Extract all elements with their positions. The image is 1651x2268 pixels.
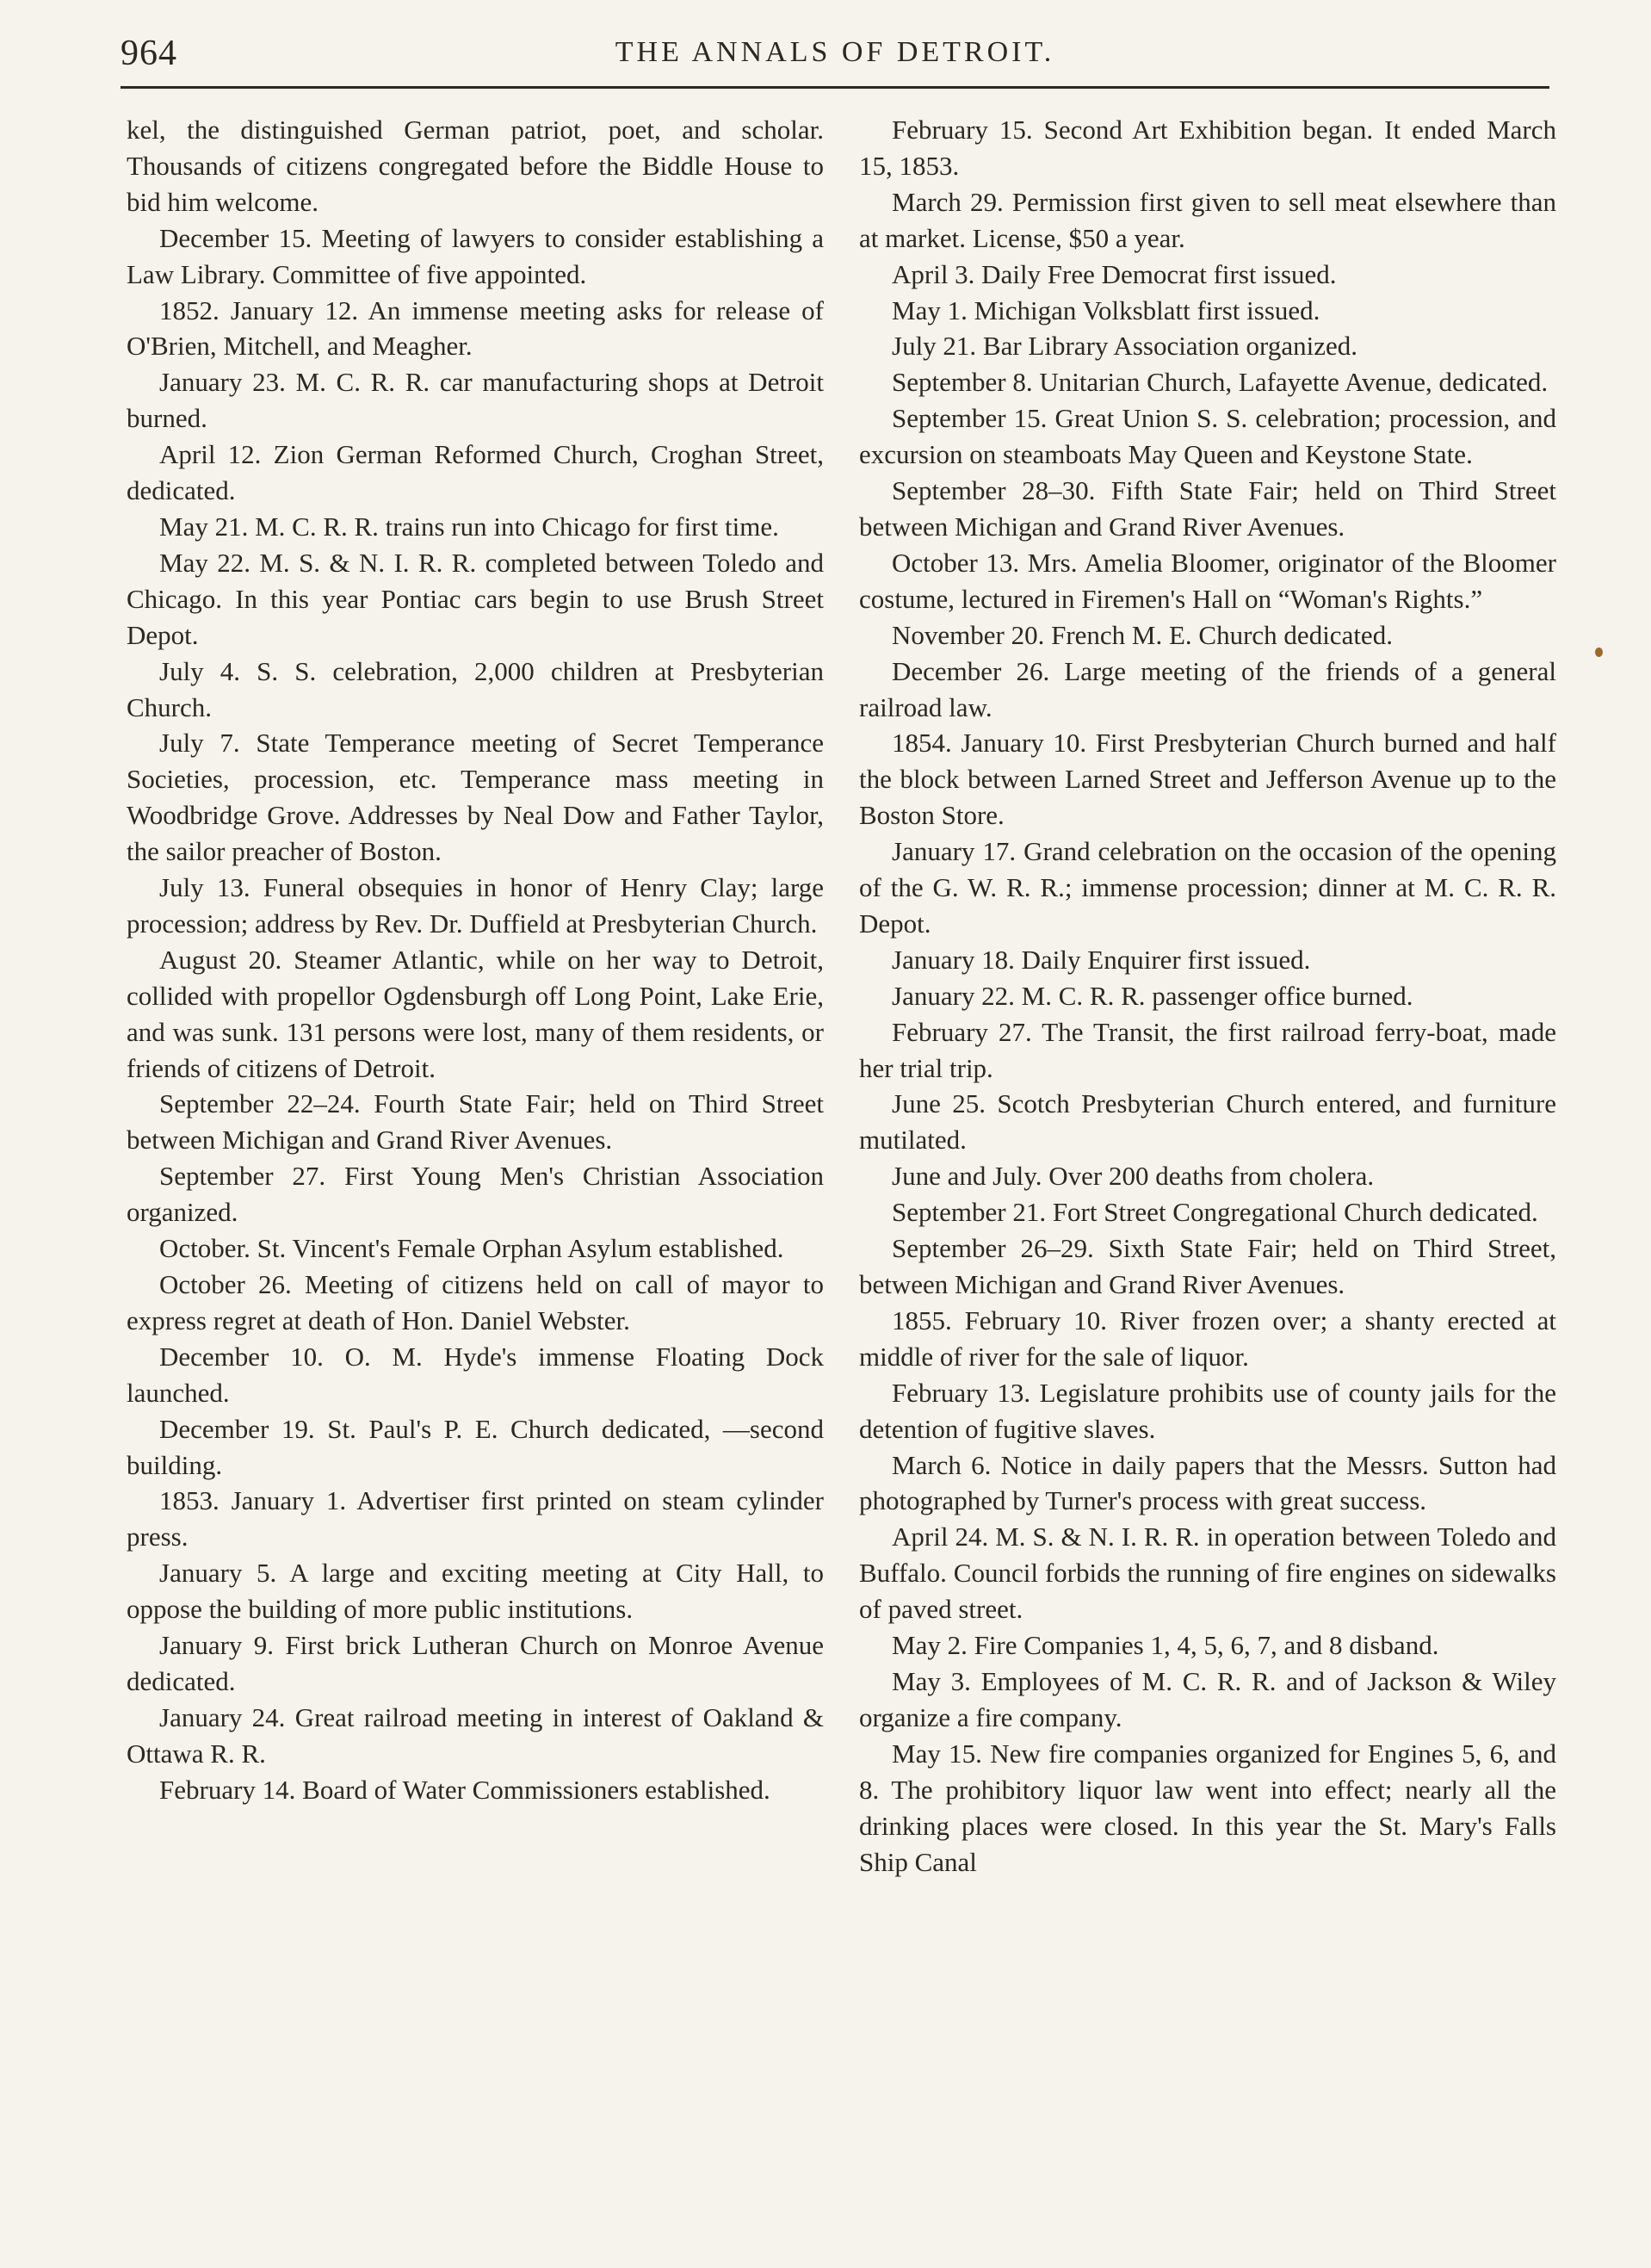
entry-paragraph: September 26–29. Sixth State Fair; held on Third Street, between Michigan and Grand River Avenues.	[859, 1233, 1556, 1299]
entry-paragraph: December 19. St. Paul's P. E. Church dedicated, —second building.	[127, 1413, 824, 1480]
entry-paragraph: January 17. Grand celebration on the occasion of the opening of the G. W. R. R.; immense procession; dinner at M. C. R. R. Depot.	[859, 836, 1556, 939]
entry-paragraph: June and July. Over 200 deaths from cholera.	[892, 1161, 1375, 1192]
entry-paragraph: 1853. January 1. Advertiser first printed on steam cylinder press.	[127, 1485, 824, 1552]
entry-paragraph: March 6. Notice in daily papers that the Messrs. Sutton had photographed by Turner's process with great success.	[859, 1449, 1556, 1516]
entry-paragraph: October 13. Mrs. Amelia Bloomer, originator of the Bloomer costume, lectured in Firemen's Hall on “Woman's Rights.”	[859, 547, 1556, 614]
ink-spot	[1595, 648, 1603, 657]
entry-paragraph: February 14. Board of Water Commissioners established.	[159, 1774, 770, 1805]
entry-paragraph: October 26. Meeting of citizens held on call of mayor to express regret at death of Hon. Daniel Webster.	[127, 1269, 824, 1335]
entry-paragraph: November 20. French M. E. Church dedicated.	[892, 619, 1393, 650]
entry-paragraph: December 15. Meeting of lawyers to consider establishing a Law Library. Committee of five appointed.	[127, 222, 824, 289]
entry-paragraph: January 18. Daily Enquirer first issued.	[892, 944, 1311, 975]
entry-paragraph: 1854. January 10. First Presbyterian Church burned and half the block between Larned Street and Jefferson Avenue up to the Boston Store.	[859, 728, 1556, 831]
entry-paragraph: September 27. First Young Men's Christian Association organized.	[127, 1161, 824, 1228]
entry-paragraph: May 3. Employees of M. C. R. R. and of Jackson & Wiley organize a fire company.	[859, 1665, 1556, 1732]
entry-paragraph: May 2. Fire Companies 1, 4, 5, 6, 7, and 8 disband.	[892, 1630, 1439, 1661]
entry-paragraph: September 22–24. Fourth State Fair; held on Third Street between Michigan and Grand River Avenues.	[127, 1088, 824, 1156]
entry-paragraph: March 29. Permission first given to sell meat elsewhere than at market. License, $50 a year.	[859, 186, 1556, 253]
entry-paragraph: December 26. Large meeting of the friends of a general railroad law.	[859, 655, 1556, 722]
running-title: THE ANNALS OF DETROIT.	[615, 36, 1055, 68]
entry-paragraph: January 5. A large and exciting meeting at City Hall, to oppose the building of more public institutions.	[127, 1558, 824, 1625]
entry-paragraph: September 8. Unitarian Church, Lafayette Avenue, dedicated.	[892, 367, 1549, 398]
entry-paragraph: May 1. Michigan Volksblatt first issued.	[892, 294, 1320, 325]
entry-paragraph: May 21. M. C. R. R. trains run into Chicago for first time.	[159, 511, 779, 542]
entry-paragraph: April 3. Daily Free Democrat first issued.	[892, 258, 1337, 289]
entry-paragraph: July 21. Bar Library Association organized.	[892, 331, 1357, 362]
entry-paragraph: January 23. M. C. R. R. car manufacturing shops at Detroit burned.	[127, 367, 824, 434]
entry-paragraph: January 24. Great railroad meeting in interest of Oakland & Ottawa R. R.	[127, 1701, 824, 1769]
entry-paragraph: 1855. February 10. River frozen over; a shanty erected at middle of river for the sale of liquor.	[859, 1304, 1556, 1372]
page-header	[121, 29, 1549, 81]
entry-paragraph: February 27. The Transit, the first railroad ferry-boat, made her trial trip.	[859, 1016, 1556, 1083]
entry-paragraph: August 20. Steamer Atlantic, while on her way to Detroit, collided with propellor Ogdensburgh off Long Point, Lake Erie, and was sunk. 131 persons were lost, many of them residents, or friends of citizens of Detroit.	[127, 944, 824, 1083]
entry-paragraph: February 13. Legislature prohibits use of county jails for the detention of fugitive slaves.	[859, 1377, 1556, 1444]
entry-paragraph: May 15. New fire companies organized for Engines 5, 6, and 8. The prohibitory liquor law went into effect; nearly all the drinking places were closed. In this year the St. Mary's Falls Ship Canal	[859, 1738, 1556, 1877]
left-column	[127, 112, 824, 2187]
entry-paragraph: kel, the distinguished German patriot, poet, and scholar. Thousands of citizens congregated before the Biddle House to bid him welcome.	[127, 115, 824, 217]
entry-paragraph: May 22. M. S. & N. I. R. R. completed between Toledo and Chicago. In this year Pontiac cars begin to use Brush Street Depot.	[127, 547, 824, 650]
entry-paragraph: September 15. Great Union S. S. celebration; procession, and excursion on steamboats May Queen and Keystone State.	[859, 403, 1556, 470]
header-rule	[121, 86, 1549, 89]
entry-paragraph: July 4. S. S. celebration, 2,000 children at Presbyterian Church.	[127, 655, 824, 722]
right-column	[859, 112, 1556, 2187]
entry-paragraph: January 9. First brick Lutheran Church on Monroe Avenue dedicated.	[127, 1630, 824, 1696]
entry-paragraph: September 28–30. Fifth State Fair; held on Third Street between Michigan and Grand River Avenues.	[859, 475, 1556, 542]
page-number: 964	[121, 34, 177, 73]
entry-paragraph: June 25. Scotch Presbyterian Church entered, and furniture mutilated.	[859, 1088, 1556, 1156]
entry-paragraph: July 7. State Temperance meeting of Secret Temperance Societies, procession, etc. Temperance mass meeting in Woodbridge Grove. Addresses by Neal Dow and Father Taylor, the sailor preacher of Boston.	[127, 728, 824, 867]
entry-paragraph: April 24. M. S. & N. I. R. R. in operation between Toledo and Buffalo. Council forbids the running of fire engines on sidewalks of paved street.	[859, 1521, 1556, 1625]
entry-paragraph: October. St. Vincent's Female Orphan Asylum established.	[159, 1233, 784, 1264]
entry-paragraph: April 12. Zion German Reformed Church, Croghan Street, dedicated.	[127, 439, 824, 506]
entry-paragraph: July 13. Funeral obsequies in honor of Henry Clay; large procession; address by Rev. Dr. Duffield at Presbyterian Church.	[127, 872, 824, 939]
entry-paragraph: December 10. O. M. Hyde's immense Floating Dock launched.	[127, 1341, 824, 1408]
entry-paragraph: January 22. M. C. R. R. passenger office burned.	[892, 980, 1413, 1011]
entry-paragraph: February 15. Second Art Exhibition began. It ended March 15, 1853.	[859, 115, 1556, 181]
entry-paragraph: 1852. January 12. An immense meeting asks for release of O'Brien, Mitchell, and Meagher.	[127, 294, 824, 362]
entry-paragraph: September 21. Fort Street Congregational Church dedicated.	[892, 1197, 1538, 1228]
